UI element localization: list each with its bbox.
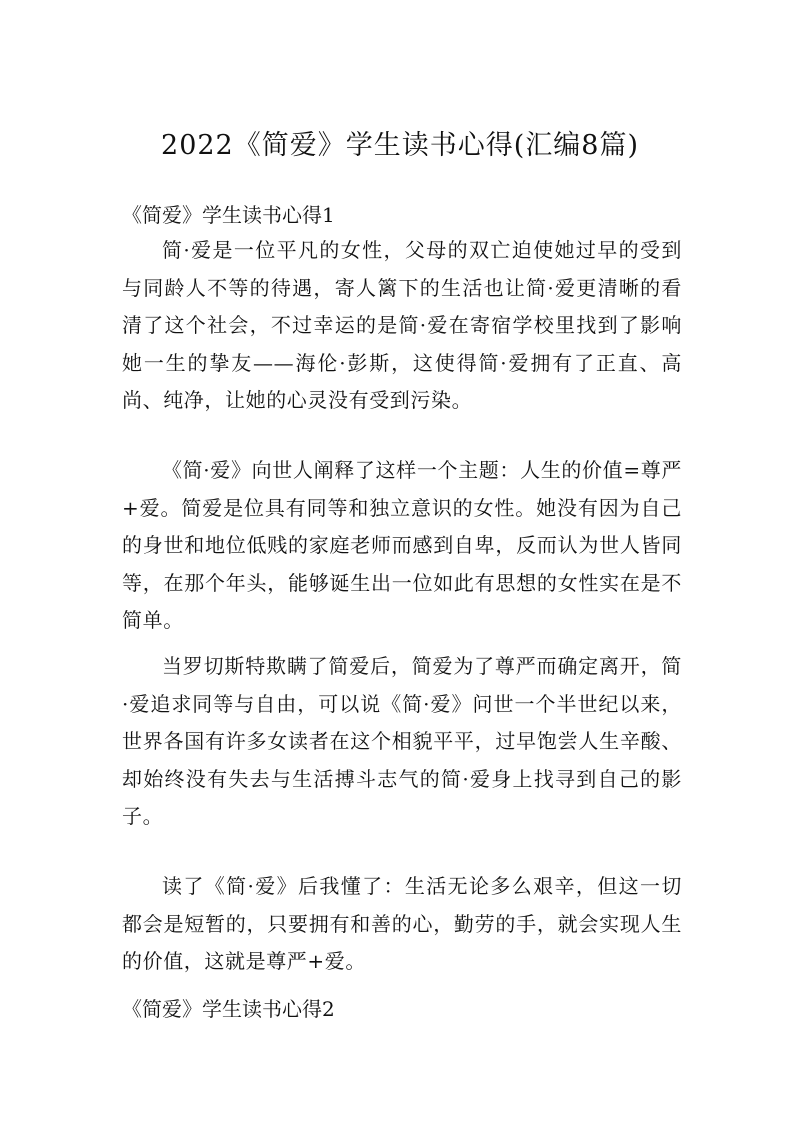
paragraph-4: 读了《简·爱》后我懂了：生活无论多么艰辛，但这一切都会是短暂的，只要拥有和善的心，勤劳的手，就会实现人生的价值，这就是尊严+爱。 <box>122 874 682 973</box>
paragraph-1: 简·爱是一位平凡的女性，父母的双亡迫使她过早的受到与同龄人不等的待遇，寄人篱下的生活也让简·爱更清晰的看清了这个社会，不过幸运的是简·爱在寄宿学校里找到了影响她一生的挚友——海伦·彭斯，这使得简·爱拥有了正直、高尚、纯净，让她的心灵没有受到污染。 <box>122 238 682 412</box>
document-title: 2022《简爱》学生读书心得(汇编8篇) <box>161 130 639 161</box>
section-heading-2: 《简爱》学生读书心得2 <box>122 997 335 1021</box>
section-heading-1: 《简爱》学生读书心得1 <box>122 203 335 227</box>
paragraph-2: 《简·爱》向世人阐释了这样一个主题：人生的价值=尊严+爱。简爱是位具有同等和独立意识的女性。她没有因为自己的身世和地位低贱的家庭老师而感到自卑，反而认为世人皆同等，在那个年头，能够诞生出一位如此有思想的女性实在是不简单。 <box>122 458 682 632</box>
paragraph-3: 当罗切斯特欺瞒了简爱后，简爱为了尊严而确定离开，简·爱追求同等与自由，可以说《简·爱》问世一个半世纪以来，世界各国有许多女读者在这个相貌平平，过早饱尝人生辛酸、却始终没有失去与生活搏斗志气的简·爱身上找寻到自己的影子。 <box>122 654 682 828</box>
